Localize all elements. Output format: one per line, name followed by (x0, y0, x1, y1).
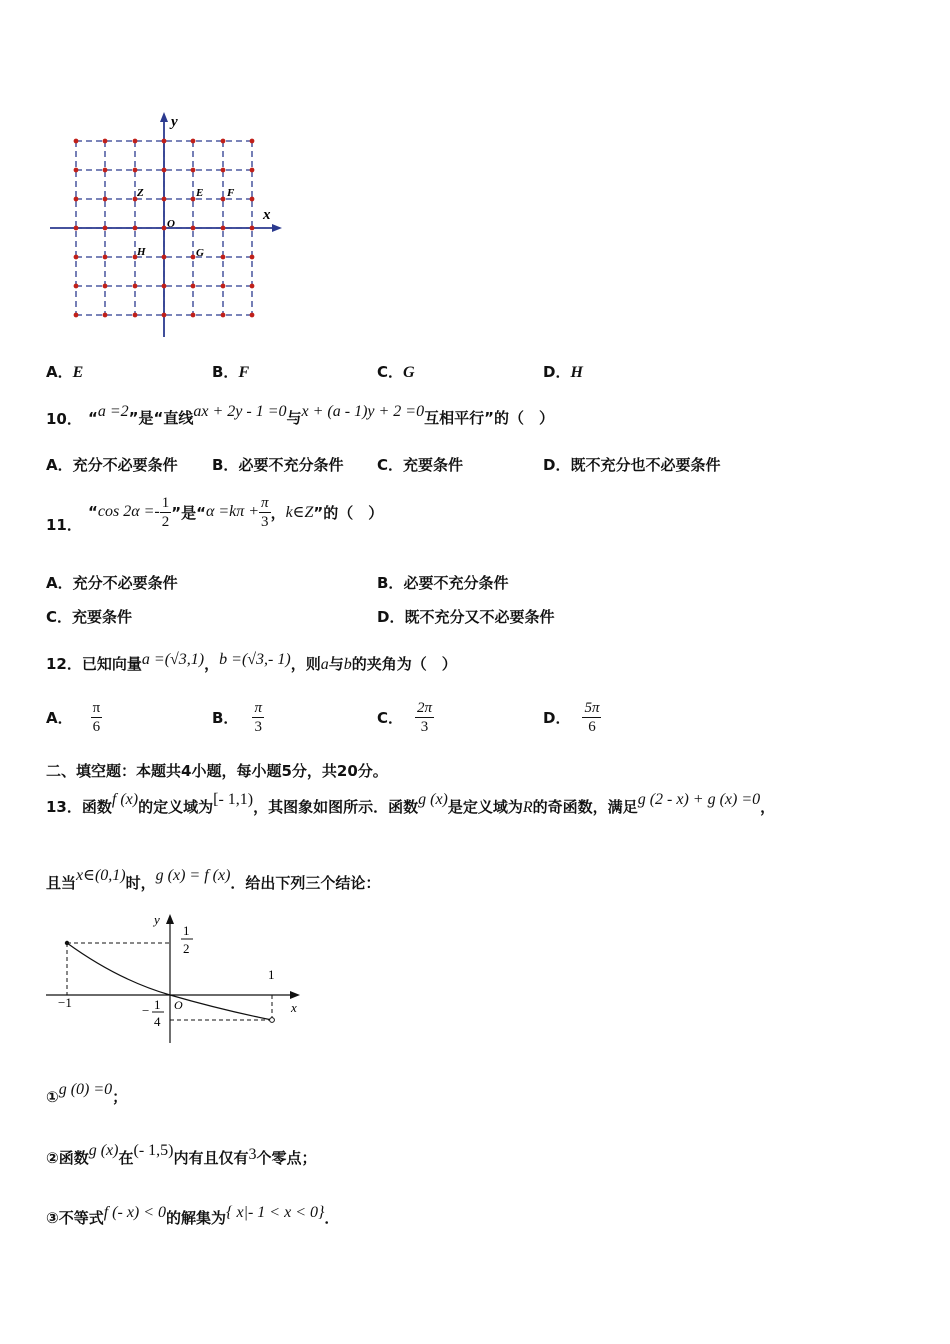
lattice-point (221, 255, 226, 260)
lattice-point (221, 284, 226, 289)
point-g-label: G (196, 247, 204, 259)
lattice-point (221, 197, 226, 202)
lattice-point (133, 284, 138, 289)
open-endpoint (270, 1018, 275, 1023)
q11-number: 11． (46, 516, 82, 534)
lattice-point (191, 226, 196, 231)
q10-option-c: C．充要条件 (377, 456, 464, 474)
lattice-point (221, 226, 226, 231)
lattice-point (162, 197, 167, 202)
lattice-point (103, 284, 108, 289)
quarter-denominator: 4 (154, 1014, 161, 1029)
quarter-numerator: 1 (154, 997, 161, 1012)
lattice-point (250, 255, 255, 260)
conclusion-3: ③不等式f (- x) < 0的解集为{ x|- 1 < x < 0}． (46, 1204, 340, 1227)
q10-number: 10． (46, 410, 82, 428)
lattice-point (162, 313, 167, 318)
lattice-point (74, 255, 79, 260)
q9-option-a: A．E (46, 363, 84, 381)
lattice-point (191, 139, 196, 144)
lattice-point (133, 226, 138, 231)
tick-neg-one: −1 (58, 995, 72, 1010)
half-numerator: 1 (183, 923, 190, 938)
lattice-point (162, 226, 167, 231)
q12-option-d: D． $\frac{5\pi}{6}$ (543, 700, 600, 735)
lattice-point (133, 139, 138, 144)
lattice-point (103, 168, 108, 173)
lattice-point (133, 168, 138, 173)
lattice-point (103, 197, 108, 202)
graph-x-arrow (290, 991, 300, 999)
lattice-point (250, 284, 255, 289)
lattice-point (250, 139, 255, 144)
q9-option-b: B．F (212, 363, 250, 381)
lattice-point (191, 255, 196, 260)
tick-one: 1 (268, 967, 275, 982)
lattice-point (191, 313, 196, 318)
lattice-point (162, 168, 167, 173)
q10-option-d: D．既不充分也不必要条件 (543, 456, 721, 474)
graph-origin-label: O (174, 998, 183, 1012)
y-axis-label: y (171, 114, 178, 130)
q11-option-c: C．充要条件 (46, 608, 133, 626)
q12-option-a: A． $\frac{\pi}{6}$ (46, 700, 101, 735)
half-denominator: 2 (183, 941, 190, 956)
lattice-point (250, 313, 255, 318)
x-axis-arrow (272, 224, 282, 232)
y-axis-arrow (160, 112, 168, 122)
lattice-point (103, 313, 108, 318)
q10-stem: “a =2”是“直线ax + 2y - 1 =0与x + (a - 1)y + 2 =0互相平行”的（ ） (88, 403, 554, 427)
x-axis-label: x (263, 207, 271, 223)
graph-x-label: x (291, 1000, 297, 1015)
quarter-sign: − (142, 1003, 150, 1018)
lattice-point (103, 255, 108, 260)
q9-option-d: D．H (543, 363, 583, 381)
graph-y-label: y (154, 912, 160, 927)
lattice-point (74, 284, 79, 289)
lattice-point (191, 284, 196, 289)
closed-endpoint (65, 941, 69, 945)
lattice-point (250, 197, 255, 202)
q11-option-b: B．必要不充分条件 (377, 574, 509, 592)
point-z-label: Z (137, 187, 144, 199)
q10-option-b: B．必要不充分条件 (212, 456, 344, 474)
lattice-point (162, 139, 167, 144)
lattice-point (103, 226, 108, 231)
lattice-point (191, 197, 196, 202)
lattice-point (74, 226, 79, 231)
lattice-point (74, 168, 79, 173)
lattice-point (250, 168, 255, 173)
lattice-point (191, 168, 196, 173)
grid-figure (40, 105, 290, 345)
lattice-point (74, 313, 79, 318)
graph-y-arrow (166, 914, 174, 924)
function-graph (40, 910, 310, 1050)
lattice-point (74, 197, 79, 202)
conclusion-1: ①g (0) =0； (46, 1081, 128, 1106)
lattice-point (74, 139, 79, 144)
lattice-point (221, 168, 226, 173)
point-e-label: E (196, 187, 204, 199)
origin-label: O (167, 218, 175, 230)
q12-option-b: B． $\frac{\pi}{3}$ (212, 700, 262, 735)
q11-option-d: D．既不充分又不必要条件 (377, 608, 555, 626)
q12-option-c: C． $\frac{2\pi}{3}$ (377, 700, 433, 735)
lattice-point (162, 284, 167, 289)
lattice-point (133, 313, 138, 318)
lattice-point (221, 139, 226, 144)
q11-stem: “ cos 2α =- $\frac{1}{2}$ ”是“ α =kπ + $\frac{\pi}{3}$ ， k∈Z ”的（ ） (88, 494, 384, 530)
section-heading: 二、填空题：本题共4小题，每小题5分，共20分。 (46, 762, 388, 780)
lattice-point (250, 226, 255, 231)
q10-option-a: A．充分不必要条件 (46, 456, 178, 474)
q13-stem-line1: 13．函数f (x)的定义域为[- 1,1)，其图象如图所示．函数g (x)是定义域为R的奇函数，满足g (2 - x) + g (x) =0， (46, 791, 776, 816)
point-f-label: F (227, 187, 235, 199)
conclusion-2: ②函数g (x)在(- 1,5)内有且仅有3个零点； (46, 1142, 317, 1167)
q11-option-a: A．充分不必要条件 (46, 574, 178, 592)
lattice-point (221, 313, 226, 318)
q9-option-c: C．G (377, 363, 415, 381)
q13-stem-line2: 且当x∈(0,1)时，g (x) = f (x)．给出下列三个结论： (46, 867, 381, 892)
point-h-label: H (137, 246, 146, 258)
lattice-point (162, 255, 167, 260)
q12-stem: 12．已知向量a =(√3,1)，b =(√3,- 1)，则a与b的夹角为（ ） (46, 651, 457, 673)
lattice-point (103, 139, 108, 144)
